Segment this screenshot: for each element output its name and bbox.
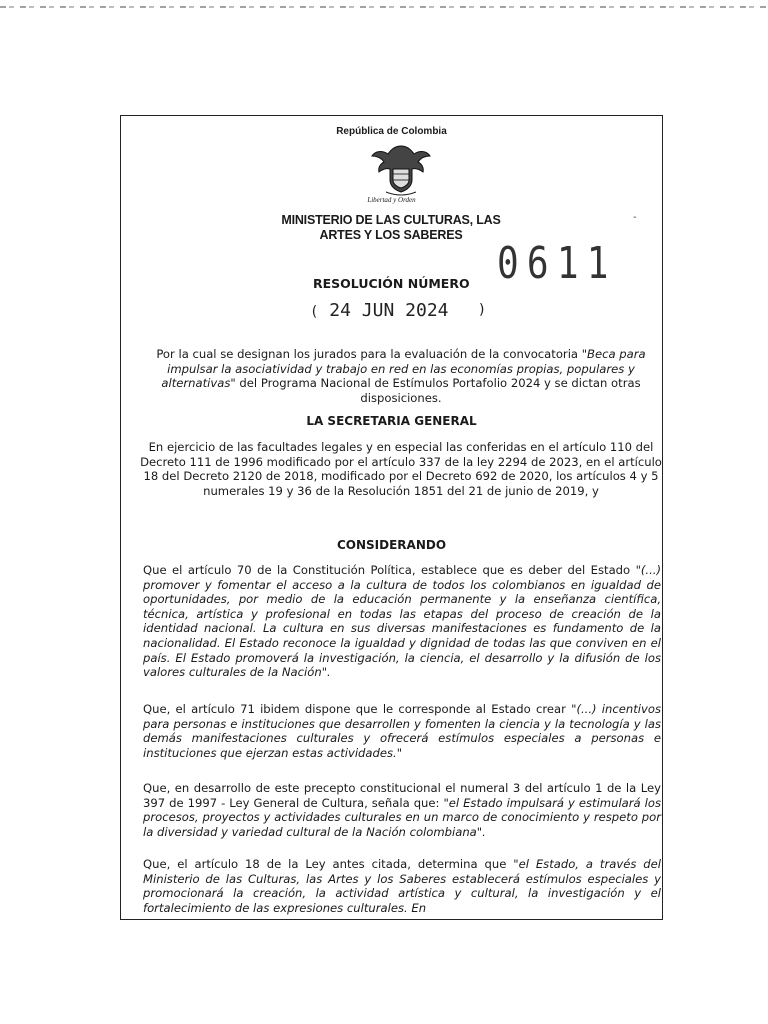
ministry-line-2: ARTES Y LOS SABERES (319, 228, 463, 242)
resolution-number-stamp: 0611 (497, 238, 617, 289)
resolution-label: RESOLUCIÓN NÚMERO (313, 276, 470, 291)
republic-title: República de Colombia (336, 126, 447, 137)
paragraph-ley-397: Que, en desarrollo de este precepto constitucional el numeral 3 del artículo 1 de la Ley 397 de 1997 - Ley General de Cultura, señala que: "el Estado impulsará y estimulará los procesos, proyectos y actividades culturales en un marco de conocimiento y respeto por la diversidad y variedad cultural de la Nación colombiana". (143, 781, 661, 839)
resolution-date (310, 300, 449, 321)
considering-heading: CONSIDERANDO (336, 538, 447, 552)
subject-quote: "Beca para impulsar la asociatividad y trabajo en red en las economías propias, populares y alternativas" (161, 347, 646, 391)
date-open-paren: ( (310, 304, 319, 320)
ministry-line-1: MINISTERIO DE LAS CULTURAS, LAS (281, 213, 501, 227)
intro-paragraph: En ejercicio de las facultades legales y en especial las conferidas en el artículo 110 del Decreto 111 de 1996 modificado por el artículo 337 de la ley 2294 de 2023, en el artículo 18 del Decreto 2120 de 2018, modificado por el Decreto 692 de 2020, los artículos 4 y 5 numerales 19 y 36 de la Resolución 1851 del 21 de junio de 2019, y (140, 440, 662, 498)
subject-text: Por la cual se designan los jurados para la evaluación de la convocatoria (156, 347, 582, 361)
paragraph-article-70: Que el artículo 70 de la Constitución Política, establece que es deber del Estado "(...) promover y fomentar el acceso a la cultura de todos los colombianos en igualdad de oportunidades, por medio de la educación permanente y la enseñanza científica, técnica, artística y profesional en todas las etapas del proceso de creación de la identidad nacional. La cultura en sus diversas manifestaciones es fundamento de la nacionalidad. El Estado reconoce la igualdad y dignidad de todas las que conviven en el país. El Estado promoverá la investigación, la ciencia, el desarrollo y la difusión de los valores culturales de la Nación". (143, 563, 661, 680)
paragraph-article-18: Que, el artículo 18 de la Ley antes citada, determina que "el Estado, a través del Ministerio de las Culturas, las Artes y los Saberes establecerá estímulos especiales y promocionará la creación, la actividad artística y cultural, la investigación y el fortalecimiento de las expresiones culturales. En (143, 857, 661, 915)
date-close-paren: ) (479, 302, 485, 318)
scan-artifact-line (0, 6, 768, 8)
motto-text: Libertad y Orden (367, 196, 416, 204)
date-stamp: 24 JUN 2024 (329, 300, 449, 321)
paragraph-article-71: Que, el artículo 71 ibidem dispone que le corresponde al Estado crear "(...) incentivos para personas e instituciones que desarrollen y fomenten la ciencia y la tecnología y las demás manifestaciones culturales y ofrecerá estímulos especiales a personas e instituciones que ejerzan estas actividades." (143, 702, 661, 760)
subject-text-end: del Programa Nacional de Estímulos Portafolio 2024 y se dictan otras disposiciones. (235, 376, 641, 405)
authority-heading: LA SECRETARIA GENERAL (306, 414, 477, 428)
resolution-subject (140, 347, 662, 405)
margin-mark: - (633, 212, 637, 223)
ministry-name (260, 213, 522, 243)
coat-of-arms-icon (370, 142, 432, 198)
